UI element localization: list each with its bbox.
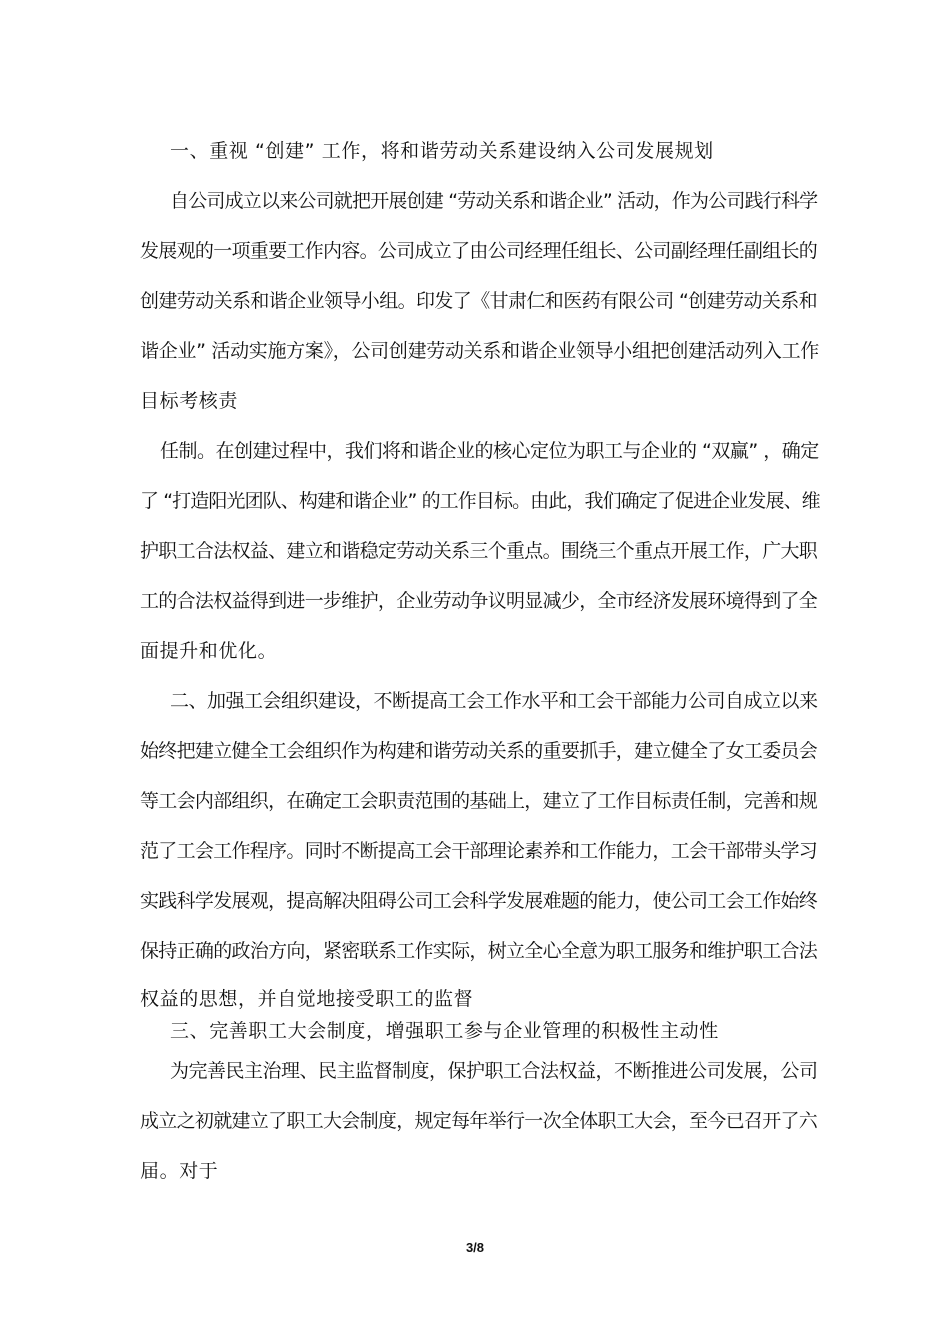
paragraph-line: 范了工会工作程序。同时不断提高工会干部理论素养和工作能力，工会干部带头学习 bbox=[140, 840, 818, 862]
section-heading-1: 一、重视 “创建” 工作，将和谐劳动关系建设纳入公司发展规划 bbox=[170, 140, 714, 162]
paragraph-line: 面提升和优化。 bbox=[140, 640, 278, 662]
paragraph-line: 护职工合法权益、建立和谐稳定劳动关系三个重点。围绕三个重点开展工作，广大职 bbox=[140, 540, 818, 562]
paragraph-line: 发展观的一项重要工作内容。公司成立了由公司经理任组长、公司副经理任副组长的 bbox=[140, 240, 818, 262]
section-heading-3: 三、完善职工大会制度，增强职工参与企业管理的积极性主动性 bbox=[170, 1020, 719, 1042]
paragraph-line: 目标考核责 bbox=[140, 390, 239, 412]
paragraph-line: 谐企业” 活动实施方案》，公司创建劳动关系和谐企业领导小组把创建活动列入工作 bbox=[140, 340, 819, 362]
paragraph-line: 届。对于 bbox=[140, 1160, 219, 1182]
paragraph-line: 任制。在创建过程中，我们将和谐企业的核心定位为职工与企业的 “双赢” ，确定 bbox=[160, 440, 819, 462]
paragraph-line: 为完善民主治理、民主监督制度，保护职工合法权益，不断推进公司发展，公司 bbox=[170, 1060, 818, 1082]
section-heading-2: 二、加强工会组织建设，不断提高工会工作水平和工会干部能力公司自成立以来 bbox=[170, 690, 818, 712]
paragraph-line: 等工会内部组织，在确定工会职责范围的基础上，建立了工作目标责任制，完善和规 bbox=[140, 790, 818, 812]
paragraph-line: 保持正确的政治方向，紧密联系工作实际，树立全心全意为职工服务和维护职工合法 bbox=[140, 940, 818, 962]
paragraph-line: 权益的思想，并自觉地接受职工的监督 bbox=[140, 988, 474, 1010]
paragraph-line: 工的合法权益得到进一步维护，企业劳动争议明显减少，全市经济发展环境得到了全 bbox=[140, 590, 818, 612]
paragraph-line: 自公司成立以来公司就把开展创建 “劳动关系和谐企业” 活动，作为公司践行科学 bbox=[170, 190, 818, 212]
paragraph-line: 实践科学发展观，提高解决阻碍公司工会科学发展难题的能力，使公司工会工作始终 bbox=[140, 890, 818, 912]
paragraph-line: 成立之初就建立了职工大会制度，规定每年举行一次全体职工大会，至今已召开了六 bbox=[140, 1110, 818, 1132]
paragraph-line: 始终把建立健全工会组织作为构建和谐劳动关系的重要抓手，建立健全了女工委员会 bbox=[140, 740, 818, 762]
page-number: 3/8 bbox=[465, 1240, 485, 1255]
paragraph-line: 了 “打造阳光团队、构建和谐企业” 的工作目标。由此，我们确定了促进企业发展、维 bbox=[140, 490, 820, 512]
paragraph-line: 创建劳动关系和谐企业领导小组。印发了《甘肃仁和医药有限公司 “创建劳动关系和 bbox=[140, 290, 818, 312]
